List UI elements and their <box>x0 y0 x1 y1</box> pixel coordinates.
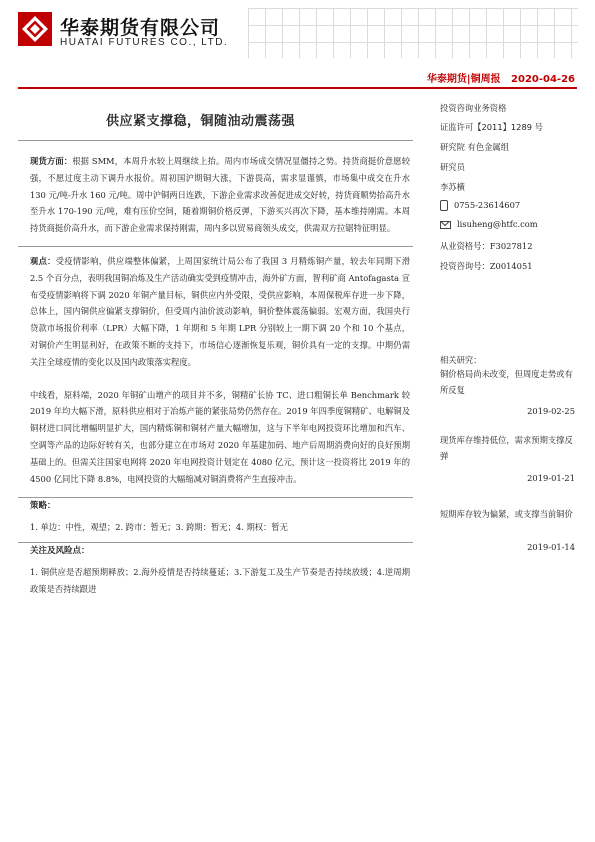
related-item-3[interactable]: 短期库存较为偏紧，或支撑当前铜价 <box>440 509 573 519</box>
risk-text: 1. 铜供应是否超预期释放；2.海外疫情是否持续蔓延；3.下游复工及生产节奏是否持续放缓；4.逆周期政策是否持续跟进 <box>30 566 410 594</box>
strategy-text: 1. 单边：中性，观望；2. 跨市：暂无；3. 跨期：暂无；4. 期权：暂无 <box>30 522 288 533</box>
title-rule <box>18 140 413 141</box>
spot-label: 现货方面： <box>30 156 73 166</box>
related-date-2: 2019-01-21 <box>527 473 575 483</box>
related-item-2[interactable]: 现货库存维持低位，需求预期支撑反弹 <box>440 435 573 461</box>
risk-rule <box>18 542 413 543</box>
header-divider <box>18 87 577 89</box>
phone-icon <box>440 200 448 211</box>
strategy-rule <box>18 497 413 498</box>
spot-paragraph <box>30 153 410 237</box>
sidebar-advisory: 投资咨询号：Z0014051 <box>440 261 533 271</box>
view-label: 观点： <box>30 255 56 266</box>
section-rule <box>18 246 413 247</box>
view-text: 受疫情影响，供应端整体偏紧，上周国家统计局公布了我国 3 月精炼铜产量，较去年同期下滑 2.5 个百分点，表明我国铜冶炼及生产活动确实受到疫情冲击，海外矿方面，智利矿商 Antofagasta 宣布受疫情影响将下调 2020 年铜产量目标，铜供应内外受限，受供应影响，本周保税库存进一步下降，总体上，国内铜供应偏紧支撑铜价，但受周内油价波动影响，铜价整体震荡偏弱。宏观方面，我国央行贷款市场报价利率（LPR）大幅下降，1 年期和 5 年期 LPR 分别较上一期下调 20 个和 10 个基点，对铜价产生明显利好，在政策不断的支持下，市场信心逐渐恢复乐观，铜价具有一定的支撑。中期仍需关注全球疫情的变化以及国内政策落实程度。 <box>30 255 410 367</box>
report-date: 2020-04-26 <box>511 74 575 85</box>
spot-text: 根据 SMM，本周升水较上周继续上抬。周内市场成交情况显僵持之势。持货商挺价意愿较强，不愿过度主动下调升水报价。周初国沪期铜大涨，下游畏高，需求显谨慎，市场集中成交在升水 130 元/吨-升水 160 元/吨。周中沪铜两日连跌，下游企业需求改善促进成交好转，持货商顺势抬高升水至升水 170-190 元/吨，难有压价空间，随着期铜价格反弹，下游买兴再次下降，基本维持刚需。本周持货商挺价高升水，而下游企业需求保持刚需，周内多以贸易商领头成交，供需双方拉锯特征明显。 <box>30 156 410 234</box>
sidebar-institute: 研究院 有色金属组 <box>440 142 510 152</box>
sidebar-role: 研究员 <box>440 162 465 172</box>
email-icon <box>440 221 451 229</box>
sidebar-analyst: 李苏横 <box>440 182 465 192</box>
risk-label: 关注及风险点： <box>30 545 90 556</box>
main-content <box>30 153 410 597</box>
view-paragraph <box>30 253 410 371</box>
email-address[interactable]: lisuheng@htfc.com <box>457 219 538 229</box>
report-tag: 华泰期货|铜周报 <box>426 74 501 85</box>
related-date-1: 2019-02-25 <box>527 406 575 416</box>
sidebar-cert: 从业资格号：F3027812 <box>440 241 533 251</box>
strategy-label: 策略： <box>30 501 56 512</box>
sidebar-email[interactable] <box>440 219 538 229</box>
sidebar-license: 证监许可【2011】1289 号 <box>440 122 543 132</box>
huatai-logo-icon <box>18 12 52 46</box>
phone-number: 0755-23614607 <box>454 200 521 210</box>
sidebar-dept: 投资咨询业务资格 <box>440 103 507 113</box>
report-title: 供应紧支撑稳，铜随油动震荡强 <box>106 114 296 129</box>
company-name-en: HUATAI FUTURES CO., LTD. <box>60 37 229 48</box>
midterm-paragraph: 中线看，原料端，2020 年铜矿山增产的项目并不多，铜精矿长协 TC、进口粗铜长单 Benchmark 较 2019 年均大幅下滑，原料供应相对于冶炼产能的紧张局势仍然存在。2019 年四季度铜精矿、电解铜及铜材进口同比增幅明显扩大，国内精炼铜和铜材产量大幅增加，这与下半年电网投资环比增加和汽车、空调等产品的边际好转有关，也部分建立在市场对 2020 年基建加码、地产后周期消费向好的良好预期基础上的。但需关注国家电网将 2020 年电网投资计划定在 4080 亿元，预计这一投资将比 2019 年的 4500 亿同比下降 8.8%，电网投资的大幅缩减对铜消费将产生直接冲击。 <box>30 389 410 484</box>
header-grid-decoration <box>248 8 578 58</box>
sidebar-phone <box>440 200 520 211</box>
related-title: 相关研究： <box>440 355 482 365</box>
company-name-cn: 华泰期货有限公司 <box>60 17 221 39</box>
related-date-3: 2019-01-14 <box>527 542 575 552</box>
report-header-right <box>427 70 575 85</box>
related-item-1[interactable]: 铜价格局尚未改变，但周度走势或有所反复 <box>440 369 573 395</box>
